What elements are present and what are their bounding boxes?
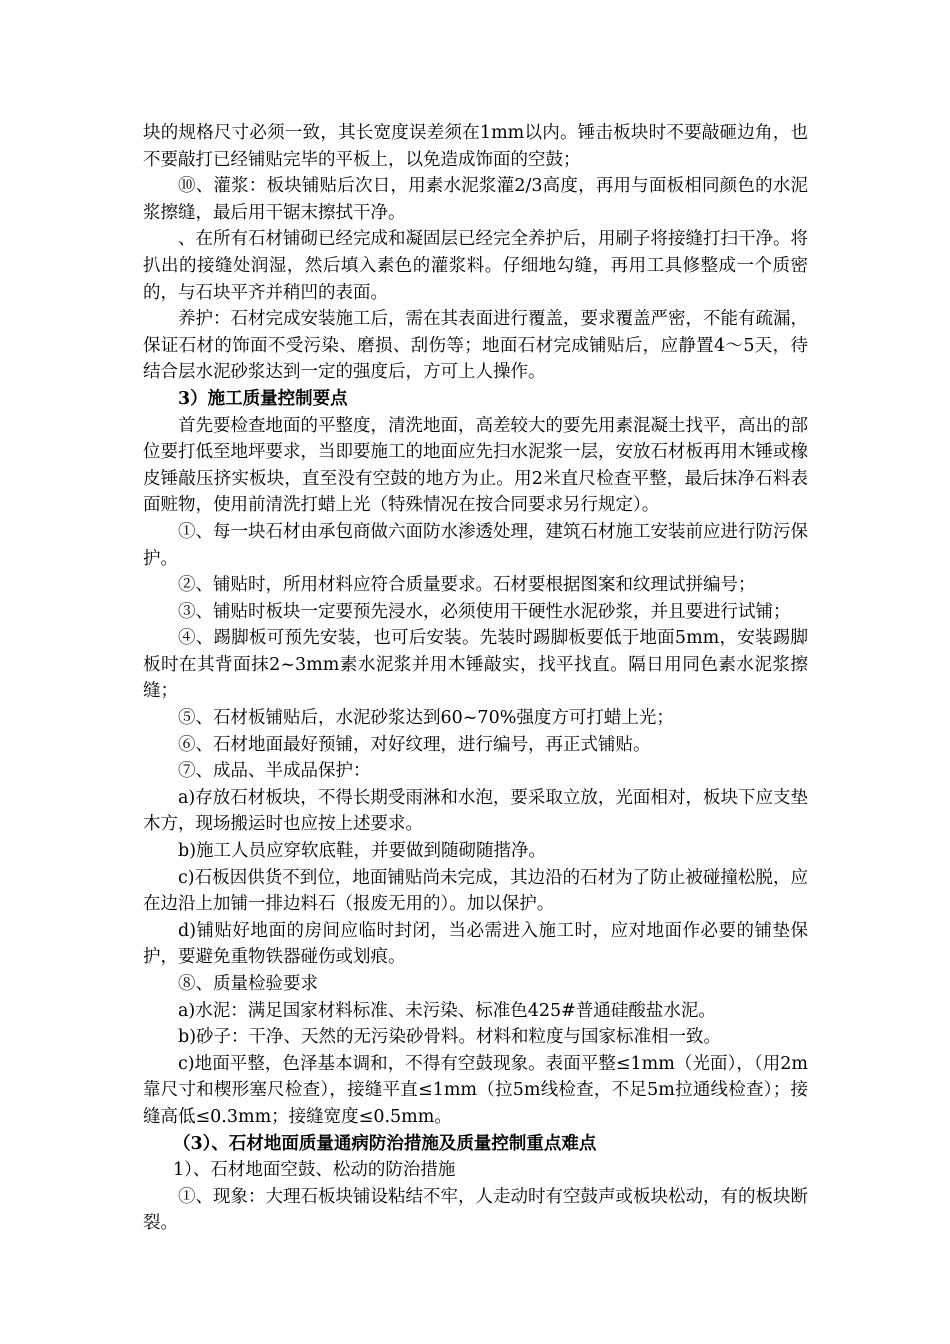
paragraph: c)地面平整，色泽基本调和，不得有空鼓现象。表面平整≤1mm（光面），（用2m靠尺寸和楔形塞尺检查），接缝平直≤1mm（拉5m线检查，不足5m拉通线检查）；接缝高低≤0.3mm；接缝宽度≤0.5mm。 [143, 1053, 808, 1127]
paragraph: ①、每一块石材由承包商做六面防水渗透处理，建筑石材施工安装前应进行防污保护。 [143, 521, 808, 569]
paragraph: 养护：石材完成安装施工后，需在其表面进行覆盖，要求覆盖严密，不能有疏漏，保证石材的饰面不受污染、磨损、刮伤等；地面石材完成铺贴后，应静置4～5天，待结合层水泥砂浆达到一定的强度后，方可上人操作。 [143, 309, 808, 383]
document-body [143, 120, 808, 1237]
paragraph: ⑦、成品、半成品保护： [178, 761, 371, 782]
paragraph: ⑩、灌浆：板块铺贴后次日，用素水泥浆灌2/3高度，再用与面板相同颜色的水泥浆擦缝，最后用干锯末擦拭干净。 [143, 176, 808, 223]
paragraph: 、在所有石材铺砌已经完成和凝固层已经完全养护后，用刷子将接缝打扫干净。将扒出的接缝处润湿，然后填入素色的灌浆料。仔细地勾缝，再用工具修整成一个质密的，与石块平齐并稍凹的表面。 [143, 229, 808, 303]
paragraph: d)铺贴好地面的房间应临时封闭，当必需进入施工时，应对地面作必要的铺垫保护，要避免重物铁器碰伤或划痕。 [143, 920, 808, 968]
paragraph: 首先要检查地面的平整度，清洗地面，高差较大的要先用素混凝土找平，高出的部位要打低至地坪要求，当即要施工的地面应先扫水泥浆一层，安放石材板再用木锤或橡皮锤敲压挤实板块，直至没有空鼓的地方为止。用2米直尺检查平整，最后抹净石料表面赃物，使用前清洗打蜡上光（特殊情况在按合同要求另行规定）。 [143, 415, 808, 516]
section-heading: 3）施工质量控制要点 [178, 388, 348, 409]
paragraph: ③、铺贴时板块一定要预先浸水，必须使用干硬性水泥砂浆，并且要进行试铺； [178, 601, 791, 622]
paragraph: ①、现象：大理石板块铺设粘结不牢，人走动时有空鼓声或板块松动，有的板块断裂。 [143, 1186, 808, 1234]
paragraph: a)水泥：满足国家材料标准、未污染、标准色425#普通硅酸盐水泥。 [178, 1000, 716, 1021]
paragraph: ⑤、石材板铺贴后，水泥砂浆达到60~70%强度方可打蜡上光； [178, 708, 674, 729]
paragraph: ⑧、质量检验要求 [178, 974, 318, 994]
paragraph: ⑥、石材地面最好预铺，对好纹理，进行编号，再正式铺贴。 [178, 734, 651, 755]
paragraph: ④、踢脚板可预先安装，也可后安装。先装时踢脚板要低于地面5mm，安装踢脚板时在其背面抹2~3mm素水泥浆并用木锤敲实，找平找直。隔日用同色素水泥浆擦缝； [143, 628, 808, 702]
section-heading: （3）、石材地面质量通病防治措施及质量控制重点难点 [173, 1133, 597, 1154]
paragraph: c)石板因供货不到位，地面铺贴尚未完成，其边沿的石材为了防止被碰撞松脱，应在边沿上加铺一排边料石（报废无用的）。加以保护。 [143, 867, 808, 915]
paragraph: b)砂子：干净、天然的无污染砂骨料。材料和粒度与国家标准相一致。 [178, 1027, 722, 1048]
paragraph: a)存放石材板块，不得长期受雨淋和水泡，要采取立放，光面相对，板块下应支垫木方，现场搬运时也应按上述要求。 [143, 787, 808, 835]
paragraph: b)施工人员应穿软底鞋，并要做到随砌随揩净。 [178, 841, 547, 862]
paragraph: ②、铺贴时，所用材料应符合质量要求。石材要根据图案和纹理试拼编号； [178, 575, 756, 596]
paragraph: 块的规格尺寸必须一致，其长宽度误差须在1mm以内。锤击板块时不要敲砸边角，也不要敲打已经铺贴完毕的平板上，以免造成饰面的空鼓； [143, 123, 808, 170]
subsection-heading: 1）、石材地面空鼓、松动的防治措施 [173, 1160, 456, 1181]
